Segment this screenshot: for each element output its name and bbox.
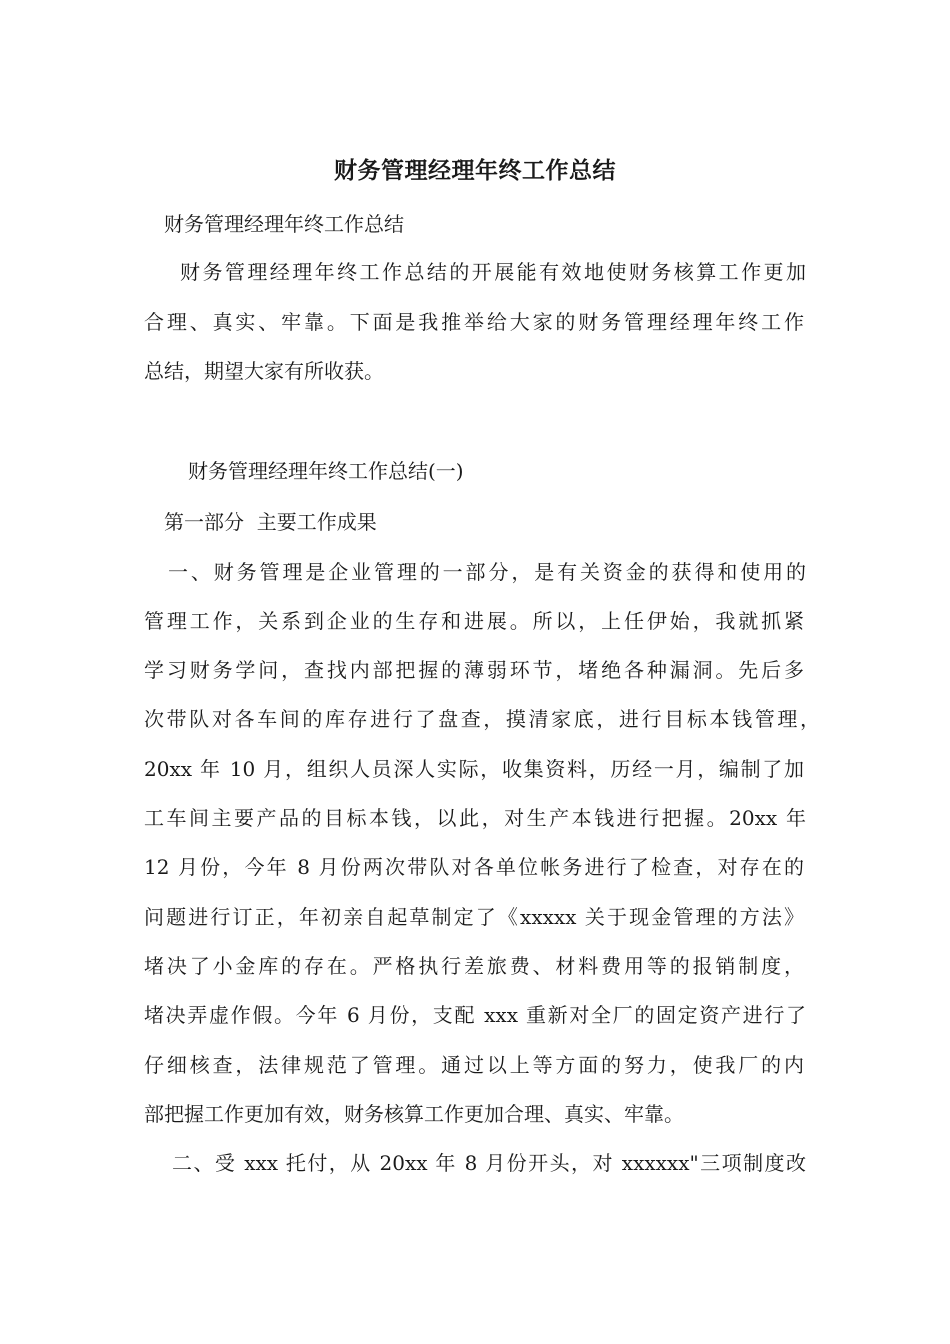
document-subtitle: 财务管理经理年终工作总结: [164, 212, 404, 236]
body-line: 仔细核查，法律规范了管理。通过以上等方面的努力，使我厂的内: [144, 1053, 804, 1077]
intro-line: 合理、真实、牢靠。下面是我推举给大家的财务管理经理年终工作: [144, 310, 804, 334]
body-line: 学习财务学问，查找内部把握的薄弱环节，堵绝各种漏洞。先后多: [144, 658, 804, 682]
body-line: 12 月份，今年 8 月份两次带队对各单位帐务进行了检查，对存在的: [144, 855, 804, 879]
part-heading: 第一部分 主要工作成果: [164, 510, 377, 534]
section-heading: 财务管理经理年终工作总结(一): [188, 459, 464, 483]
body-line: 问题进行订正，年初亲自起草制定了《xxxxx 关于现金管理的方法》: [144, 905, 804, 929]
intro-line: 财务管理经理年终工作总结的开展能有效地使财务核算工作更加: [180, 260, 806, 284]
body-line: 20xx 年 10 月，组织人员深人实际，收集资料，历经一月，编制了加: [144, 757, 804, 781]
body-line: 部把握工作更加有效，财务核算工作更加合理、真实、牢靠。: [144, 1102, 684, 1126]
body-line: 堵决了小金库的存在。严格执行差旅费、材料费用等的报销制度，: [144, 954, 804, 978]
body-line: 次带队对各车间的库存进行了盘查，摸清家底，进行目标本钱管理，: [144, 707, 820, 731]
body-line: 一、财务管理是企业管理的一部分，是有关资金的获得和使用的: [168, 560, 806, 584]
body-line: 管理工作，关系到企业的生存和进展。所以，上任伊始，我就抓紧: [144, 609, 804, 633]
body-line: 堵决弄虚作假。今年 6 月份，支配 xxx 重新对全厂的固定资产进行了: [144, 1003, 806, 1027]
body-line: 工车间主要产品的目标本钱，以此，对生产本钱进行把握。20xx 年: [144, 806, 806, 830]
body-line: 二、受 xxx 托付，从 20xx 年 8 月份开头，对 xxxxxx"三项制度改: [172, 1151, 806, 1175]
intro-line: 总结，期望大家有所收获。: [144, 359, 384, 383]
document-title: 财务管理经理年终工作总结: [334, 157, 616, 184]
